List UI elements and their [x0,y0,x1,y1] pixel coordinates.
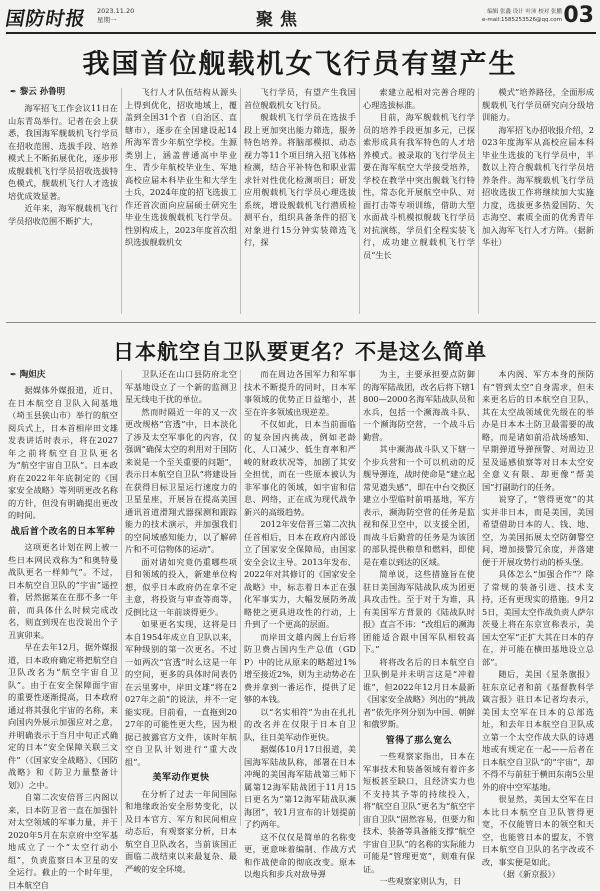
paragraph: 早在去年12月，据外媒报道，日本政府确定将把航空自卫队改名为“航空宇宙自卫队”。由于在安全保障面宇宙的重要性逐渐提高，日本政府通过将其强化宇宙的名称，来向国内外展示加强应对之意，并明确表示于当月中旬正式确定的日本“安全保障关联三文件”（《国家安全战略》、《国防战略》和《防卫力量整备计划》）之中。 [8,642,118,790]
article1-column-2 [125,86,237,314]
article1-source: （据新华社） [482,224,594,247]
column-divider [478,370,479,826]
article1-byline [10,85,65,97]
paragraph: 很显然，美国太空军在日本比日本航空自卫队管得更宽，不仅能管日本的领空和天空，也能管日本的盟友，不管日本航空自卫队的名字改或不改，事实便是如此。 [482,794,594,867]
paragraph: 不仅如此，日本当前面临的复杂国内挑战，例如老龄化、人口减少、低生育率和严峻的财政状况等，加剧了其安全担忧，而在一些原本被认为非军事化的领域，如宇宙和信息、网络，正在成为现代战争新兴的高级趋势。 [244,419,356,517]
paragraph: 海军招飞办招收报介绍，2023年度海军从高校应届本科毕业生选拔的飞行学员中，半数以上符合舰载机飞行学员培养条件。海军舰载机飞行学员招收选拔工作将继续加大实施力度，选拔更多热爱国防、矢志海空、素质全面的优秀青年加入海军飞行人才方阵。（据新华社） [482,124,594,247]
article2-column-5 [482,368,594,879]
editor-names: 编辑 张鑫 设计 叶沛 校对 张鹏 [487,9,562,15]
issue-weekday: 星期一 [97,16,117,24]
article1-column-5 [482,86,594,314]
paragraph: 据媒体外媒报道，近日，在日本航空自卫队入间基地（埼玉县狭山市）举行的航空阅兵式上，日本首相岸田文雄发表讲话时表示，将在2027年之前将航空自卫队更名为“航空宇宙自卫队”。日本政府在2022年年底制定的《国家安全战略》等列明更改名称的方针，但没有明确提出更改的时间。 [8,385,118,520]
column-divider [121,370,122,826]
paragraph: （据《新京报》） [498,869,560,879]
article2-column-3 [244,368,356,879]
editor-email: e-mail:1585253526@qq.com [482,17,562,23]
masthead [3,3,596,33]
paragraph: 据媒体10月17日报道，美国海军陆战队称，部署在日本冲绳的美国海军陆战第三师下属第12海军陆战团于11月15日更名为“第12海军陆战队濒海团”，较1月宣布的计划提前了约两年。 [244,744,356,829]
paragraph: 而岸田文雄内阁上台后将防卫费占国内生产总值（GDP）中的比从原来的略超过1%增至接近2%，则为主动势必在费并拿到一番运作，提供了足够的本钱。 [244,631,356,704]
paragraph: 舰载机飞行学员在选拔手段上更加突出能力筛选，服务特色培养。将脑部模拟、动态视力等11个项目纳入招飞体格检测，结合平补特色和职业需求针对性优化检测项目；研发应用舰载机飞行学员心理选拔系统，增设舰载机飞行潜质检测平台，组织具备条件的招飞对象进行15分钟实装筛选飞行，探 [244,112,356,247]
column-divider [359,370,360,826]
article1-headline: 我国首位舰载机女飞行员有望产生 [82,49,518,80]
paragraph: 本内阁、军方本身的预防有“管到太空”自身需求，但未来更名后的日本航空自卫队，其在太空战领域优先级在的举办是日本本土防卫最需要的战略，而是诸如前沿战场感知、早期弹道导弹预警、对周边卫星及遥感侦察等对日本太空安全意义有限、却更像“帮美国”打副助行的任务。 [482,369,594,492]
paragraph: 将将改名后的日本航空自卫队倒是并未明言这是“冲着谁”，但2022年12月日本最新《国家安全战略》列出的“挑战者”依先序列分别为中国、朝鲜和俄罗斯。 [363,656,475,729]
paragraph: 近年来，海军舰载机飞行学员招收范围不断扩大， [8,203,118,226]
editor-credits [482,8,562,24]
column-divider [240,88,241,314]
paragraph: 自第二次安倍晋三内阁以来，日本防卫省一直在加强针对太空领域的军事力量，并于2020年5月在东京府中空军基地成立了一个“太空行动小组”，负责监察日本卫星的安全运行。截止的一个时年里，日本航空自 [8,792,118,890]
article1-column-3 [244,86,356,314]
paragraph: 如果更名实现，这将是日本自1954年成立自卫队以来，军种级别的第一次更名。不过一如两次“官透”时么这是一年的空间，更多的具体时间表仍在云里雾中，岸田文雄“将在2027年之前”的说法，并不一定能实现。目前看，一直拖到2027年的可能性更大些，因为根据已披露官方文件，该时年航空自卫队计划进行“重大改组”。 [125,619,237,767]
paragraph: 说穿了，“管得更宽”的其实并非日本，而是美国，美国希望借助日本的人、钱、地、空，为美国拓展太空防御警空间，增加接警冗余度，并落建便于开展攻势行动的桥头堡。 [482,494,594,567]
paragraph: 这项更名计划在网上被一些日本网民戏称为“和奥特曼战队更名一样帅气”。不过，日本航空自卫队的“宇宙”遥控着，居然据某在在那不多一年前，而具体什么时候完成改名，则直到现在也没说出个子丑寅卯来。 [8,542,118,640]
issue-date [97,7,134,25]
paragraph: 然而时隔近一年的又一次更改规格“官透”中，日本淡化了涉及太空军事化的内容，仅强调“确保太空的利用对于国防来说是一个至关重要的问题”，表示日本航空自卫队“将建设旨在获得目标卫星运行速度力的卫星星座，开展旨在提高美国通讯首道滑翔式器探测和跟踪能力的技术演示，并加强我们的空间域感知能力，以了解碎片和不可信物体的运动”。 [125,406,237,554]
column-divider [121,88,122,314]
paragraph: 以“名实相符”为由在扎扎的改名并在仅限于日本自卫队，往日美军动作更快。 [244,706,356,742]
article2-column-2 [125,368,237,874]
article1-column-1 [8,102,118,314]
article-divider [6,322,596,323]
paragraph: 面对诸如究竟仍重哪些项目和领域的投入，新建单位构想，似乎日本政府仍在拿不定主意，将投资与审查等商等，反倒比这一年前谈得更少。 [125,556,237,617]
column-divider [240,370,241,826]
paragraph: 卫队还在山口县防府北空军基地设立了一个新的监测卫星无线电干扰的单位。 [125,369,237,404]
paragraph: 而在周边各国军力和军事技术不断提升的同时，日本军事领域的优势正日益缩小，甚至在许多领域出现逆差。 [244,369,356,417]
page-number: 03 [563,3,594,28]
paragraph: 一些观察家指出，日本在军事技术和装备领域有着许多短板甚至缺口，且经济实力也不支持其予等的持续投入，将“航空自卫队”更名为“航空宇宙自卫队”固然容易，但要力和技术、装备等具备能支撑“航空宇宙自卫队”的名称的实际能力可能是“管理更宽”，则难有保证。 [363,751,475,874]
paragraph: 在分析了过去一年间国际和地缘政治安全形势变化，以及日本官方、军方和民间相应动态后，有观察家分析，日本航空自卫队改名，当前该国正面临二战结束以来最复杂、最严峻的安全环境。 [125,788,237,874]
column-divider [478,88,479,314]
article2-author: 陶妲庆 [19,370,46,380]
paragraph: 飞行人才队伍结构从源头上得到优化，招收地域上，覆盖到全国31个省（自治区、直辖市），逐步在全国建设起14所海军青少年航空学校。生源类别上，涵盖普通高中毕业生、青少年航校毕业生、军地高校应届本科毕业生和大学生士兵，2024年度的招飞选拔工作还首次面向应届硕士研究生毕业生选拔舰载机飞行学员。性别构成上，2023年度首次组织选拔舰载机女 [125,87,237,247]
article2-column-4 [363,368,475,886]
paragraph: 飞行学员，有望产生我国首位舰载机女飞行员。 [244,87,356,110]
pen-icon: ✒ [10,369,17,379]
paragraph: 为主，主要承担要点防御的海军陆战团，改名后将下辖1800—2000名海军陆战队员和水兵，包括一个濒海战斗队、一个濒海防空营，一个战斗后勤营。 [363,369,475,442]
article1-author: 黎云 孙鲁明 [19,87,66,97]
newspaper-logo: 国防时报 [3,8,88,30]
paragraph: 这不仅仅是简单的名称变更，更意味着编制、作战方式和作战使命的彻底改变。原本以炮兵和步兵对敌导弹 [244,831,356,879]
subheading: 管得了那么宽么 [385,735,453,746]
paragraph: 目前，海军舰载机飞行学员的培养手段更加多元，已探索形成具有我军特色的人才培养模式。被录取的飞行学员主要在海军航空大学接受培养，学校在教学中突出舰载飞行特性，常态化开展航空中队、对面打击等专项训练，借助大型水面战斗机模拟舰载飞行学员对抗演练，学员们全程实装飞行，成功建立舰载机飞行学员“生长 [363,112,475,260]
paragraph: 随后，美国《星条旗报》驻东京记者和前《基督教科学箴言报》驻日本记者均表示，美国太空军在日本的总部选址，和去年日本航空自卫队成立第一个太空作战大队的诗遇地或有规定在一起——后者在日本航空自卫队“的”宇宙“，却不得不与前驻于横田东南5公里外的府中空军基地。 [482,669,594,792]
section-title: 聚焦 [256,10,304,30]
article2-headline: 日本航空自卫队要更名？不是这么简单 [113,340,487,364]
issue-date-value: 2023.11.20 [97,7,135,15]
article2-byline [10,368,45,380]
paragraph: 简单说，这些措施旨在使驻日美国海军陆战队成为团更具攻击性。至于对于为谁，具有美国军方背景的《陆战队时报》直言不讳：“改组后的濒海团能适合跟中国军队相较高下。” [363,569,475,654]
pen-icon: ✒ [10,86,17,96]
paragraph: 海军招飞工作会议11日在山东青岛举行。记者在会上获悉，我国海军舰载机飞行学员在招收范围、选拔手段、培养模式上不断拓展优化，逐步形成舰载机飞行学员招收选拔特色模式，舰载机飞行人才选拔培优成效显著。 [8,103,118,201]
paragraph: 2012年安倍晋三第二次执任首相后，日本在政府内部设立了国家安全保障局，由国家安全会议主导。2013年发布、2022年对其修订的《国家安全战略》中，标志着日本正在强化军事实力，大幅发展防务战略使之更具进攻性的行动，上升到了一个更高的层面。 [244,519,356,629]
paragraph: 其中濒海战斗队又下辖一个步兵营和一个可以机动的反舰导弹连，战时使命是“建立起常见遗失感”，即在中台交换区建立小型临时前哨基地，军方表示，濒海防空营的任务是监视和保卫空中，以支援全团，而战斗后勤营的任务是为该团的部队提供粮草和燃料，即使是在难以到达的区域。 [363,444,475,567]
subheading: 美军动作更快 [152,773,210,783]
paragraph: 索建立起相对完善合理的心理选拔标准。 [363,87,475,110]
masthead-rule [6,32,596,34]
article1-column-4 [363,86,475,314]
subheading: 战后首个改名的日本军种 [10,526,116,537]
paragraph: 模式”培养路径，全面形成舰载机飞行学员研究向分级培训能力。 [482,87,594,122]
paragraph: 具体怎么“加强合作”？除了常规的装备引进、技术支持，还有更现实的措施。9月25日，美国太空作战负责人萨尔茨曼上将在东京宣称表示，美国太空军“正扩大其在日本的存在，并可能在横田基地设立总部”。 [482,569,594,667]
column-divider [359,88,360,314]
paragraph: 一些观察家则认为，日 [379,876,462,886]
article2-column-1 [8,384,118,890]
